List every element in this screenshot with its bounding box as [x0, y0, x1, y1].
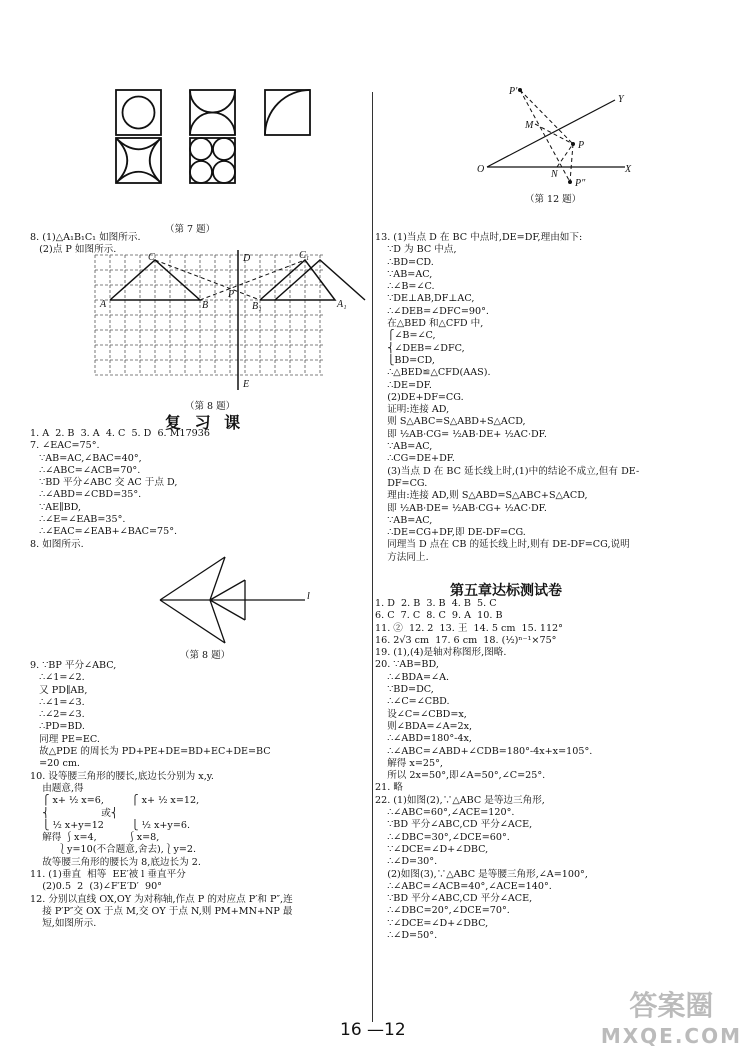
- label-m: M: [525, 120, 534, 131]
- text-line: ⎩ ½ x+y=12 ⎩ ½ x+y=6.: [30, 819, 191, 831]
- text-line: ∴∠D=30°.: [375, 856, 438, 868]
- text-line: ∴∠ABC=60°,∠ACE=120°.: [375, 807, 515, 819]
- text-line: (3)当点 D 在 BC 延长线上时,(1)中的结论不成立,但有 DE-: [375, 465, 640, 477]
- text-line: 则∠BDA=∠A=2x,: [375, 720, 473, 732]
- text-line: ∴∠C=∠CBD.: [375, 696, 450, 708]
- figure-8b-caption: （第 8 题）: [180, 650, 231, 661]
- text-line: 1. D 2. B 3. B 4. B 5. C: [375, 598, 497, 609]
- text-line: ∴∠ABD=∠CBD=35°.: [30, 489, 142, 501]
- text-line: 9. ∵BP 平分∠ABC,: [30, 660, 117, 671]
- text-line: ∴PD=BD.: [30, 721, 85, 733]
- text-line: ∴BD=CD.: [375, 256, 434, 268]
- text-line: ∴∠1=∠3.: [30, 696, 85, 708]
- text-line: 11. (1)垂直 相等 EE′被 l 垂直平分: [30, 869, 186, 881]
- text-line: (2)如图(3),∵△ABC 是等腰三角形,∠A=100°,: [375, 868, 588, 880]
- q13-text: [375, 232, 725, 564]
- text-line: 在△BED 和△CFD 中,: [375, 318, 484, 330]
- text-line: ∵∠DCE=∠D+∠DBC,: [375, 917, 489, 929]
- text-line: 1. A 2. B 3. A 4. C 5. D 6. M17936: [30, 428, 210, 439]
- text-line: ⎨ 或⎨: [30, 807, 119, 819]
- test-answers: [375, 598, 725, 942]
- text-line: ∴∠E=∠EAB=35°.: [30, 514, 126, 526]
- text-line: 证明:连接 AD,: [375, 404, 450, 416]
- text-line: ∴CG=DE+DF.: [375, 453, 455, 465]
- right-column: [375, 0, 725, 1057]
- label-c1: C₁: [299, 250, 310, 261]
- text-line: 接 P′P″交 OX 于点 M,交 OY 于点 N,则 PM+MN+NP 最: [30, 905, 293, 917]
- text-line: 设∠C=∠CBD=x,: [375, 708, 467, 720]
- label-y: Y: [618, 94, 624, 105]
- watermark-logo: [601, 991, 742, 1051]
- text-line: ∵AB=AC,: [375, 268, 433, 280]
- label-a1: A₁: [337, 299, 347, 310]
- text-line: ∵∠DCE=∠D+∠DBC,: [375, 843, 489, 855]
- text-line: 16. 2√3 cm 17. 6 cm 18. (½)ⁿ⁻¹×75°: [375, 634, 557, 646]
- text-line: 方法同上.: [375, 551, 429, 563]
- text-line: (2)0.5 2 (3)∠F′E′D′ 90°: [30, 881, 162, 893]
- text-line: (2)DE+DF=CG.: [375, 391, 464, 403]
- text-line: ∴∠D=50°.: [375, 930, 438, 942]
- figure-7-caption: （第 7 题）: [165, 224, 216, 235]
- review-answers: [30, 428, 370, 551]
- text-line: ∵BD=DC,: [375, 684, 434, 696]
- q9-q12-text: [30, 660, 370, 931]
- text-line: 8. (1)△A₁B₁C₁ 如图所示.: [30, 232, 141, 243]
- label-p: P: [228, 289, 235, 300]
- text-line: 即 ½AB·DE= ½AB·CG+ ½AC·DF.: [375, 502, 547, 514]
- column-divider: [372, 92, 373, 1022]
- text-line: ∴∠ABD=180°-4x,: [375, 733, 472, 745]
- text-line: ∵D 为 BC 中点,: [375, 244, 457, 256]
- text-line: 即 ½AB·CG= ½AB·DE+ ½AC·DF.: [375, 428, 547, 440]
- text-line: 解得 x=25°,: [375, 757, 443, 769]
- text-line: ∴∠ABC=∠ACB=70°.: [30, 464, 141, 476]
- text-line: ∴△BED≌△CFD(AAS).: [375, 367, 491, 379]
- label-p-double-prime: P″: [575, 178, 586, 189]
- text-line: 故△PDE 的周长为 PD+PE+DE=BD+EC+DE=BC: [30, 746, 271, 758]
- text-line: ∴∠ABC=∠ABD+∠CDB=180°-4x+x=105°.: [375, 745, 593, 757]
- text-line: ∵AB=AC,∠BAC=40°,: [30, 452, 142, 464]
- watermark-bottom: MXQE.COM: [600, 1024, 742, 1048]
- text-line: ⎧ x+ ½ x=6, ⎧ x+ ½ x=12,: [30, 795, 200, 807]
- text-line: 21. 略: [375, 782, 403, 794]
- figure-8-arrow: [155, 555, 315, 645]
- label-b: B: [202, 300, 209, 311]
- test-heading: 第五章达标测试卷: [450, 583, 562, 599]
- figure-12: [475, 82, 635, 192]
- text-line: 同理 PE=EC.: [30, 733, 100, 745]
- text-line: 解得 ⎰x=4, ⎰x=8,: [30, 832, 160, 844]
- text-line: ∴∠BDA=∠A.: [375, 671, 450, 683]
- text-line: ⎩BD=CD,: [375, 354, 435, 366]
- text-line: ∵AE∥BD,: [30, 501, 82, 513]
- label-p-prime: P′: [509, 86, 518, 97]
- figure-8-grid: [90, 250, 347, 415]
- text-line: 所以 2x=50°,即∠A=50°,∠C=25°.: [375, 770, 546, 782]
- label-a: A: [100, 299, 107, 310]
- text-line: 由题意,得: [30, 782, 84, 794]
- label-c: C: [148, 252, 155, 263]
- text-line: (2)点 P 如图所示.: [30, 244, 117, 256]
- label-p: P: [578, 140, 585, 151]
- text-line: 故等腰三角形的腰长为 8,底边长为 2.: [30, 856, 201, 868]
- q8-text: [30, 232, 370, 257]
- text-line: 12. 分别以直线 OX,OY 为对称轴,作点 P 的对应点 P′和 P″,连: [30, 893, 293, 905]
- text-line: =20 cm.: [30, 758, 80, 770]
- figure-12-caption: （第 12 题）: [525, 194, 582, 205]
- text-line: ∴∠DBC=30°,∠DCE=60°.: [375, 831, 510, 843]
- text-line: 20. ∵AB=BD,: [375, 659, 439, 671]
- text-line: 10. 设等腰三角形的腰长,底边长分别为 x,y.: [30, 770, 214, 782]
- text-line: ∵BD 平分∠ABC 交 AC 于点 D,: [30, 477, 178, 489]
- review-heading: 复 习 课: [165, 413, 245, 432]
- text-line: 短,如图所示.: [30, 918, 97, 930]
- label-d: D: [243, 253, 251, 264]
- text-line: ∵AB=AC,: [375, 514, 433, 526]
- text-line: 8. 如图所示.: [30, 538, 84, 550]
- text-line: ∵BD 平分∠ABC,CD 平分∠ACE,: [375, 819, 533, 831]
- text-line: ⎨∠DEB=∠DFC,: [375, 342, 465, 354]
- text-line: 13. (1)当点 D 在 BC 中点时,DE=DF,理由如下:: [375, 232, 583, 243]
- left-column: [30, 0, 370, 1057]
- text-line: 22. (1)如图(2),∵△ABC 是等边三角形,: [375, 794, 545, 806]
- label-x: X: [625, 164, 632, 175]
- text-line: ∴∠DBC=20°,∠DCE=70°.: [375, 905, 510, 917]
- label-e: E: [243, 379, 250, 390]
- text-line: ∵AB=AC,: [375, 441, 433, 453]
- label-b1: B₁: [252, 301, 262, 312]
- text-line: ∴DE=CG+DF,即 DE-DF=CG.: [375, 527, 526, 539]
- text-line: 11. ② 12. 2 13. 王 14. 5 cm 15. 112°: [375, 622, 563, 634]
- text-line: ∴DE=DF.: [375, 379, 432, 391]
- text-line: ⎱y=10(不合题意,舍去),⎱y=2.: [30, 844, 197, 856]
- text-line: ⎧∠B=∠C,: [375, 330, 436, 342]
- text-line: ∴∠B=∠C.: [375, 281, 435, 293]
- text-line: ∴∠ABC=∠ACB=40°,∠ACE=140°.: [375, 880, 552, 892]
- text-line: 理由:连接 AD,则 S△ABD=S△ABC+S△ACD,: [375, 490, 588, 502]
- text-line: 又 PD∥AB,: [30, 684, 88, 696]
- text-line: 同理当 D 点在 CB 的延长线上时,则有 DE-DF=CG,说明: [375, 539, 630, 551]
- text-line: ∵BD 平分∠ABC,CD 平分∠ACE,: [375, 893, 533, 905]
- text-line: ∴∠EAC=∠EAB+∠BAC=75°.: [30, 526, 178, 538]
- figure-8-caption: （第 8 题）: [185, 401, 236, 412]
- label-n: N: [551, 169, 558, 180]
- watermark-top: 答案圈: [629, 989, 714, 1022]
- text-line: 则 S△ABC=S△ABD+S△ACD,: [375, 416, 526, 428]
- text-line: 19. (1),(4)是轴对称图形,图略.: [375, 647, 507, 659]
- text-line: ∵DE⊥AB,DF⊥AC,: [375, 293, 475, 305]
- text-line: ∴∠1=∠2.: [30, 672, 85, 684]
- text-line: 7. ∠EAC=75°.: [30, 440, 100, 452]
- label-o: O: [477, 164, 485, 175]
- text-line: 6. C 7. C 8. C 9. A 10. B: [375, 610, 503, 622]
- text-line: DF=CG.: [375, 477, 428, 489]
- page-number: 16 —12: [340, 1020, 406, 1040]
- label-l: l: [307, 591, 310, 602]
- figure-7: [110, 85, 360, 215]
- text-line: ∴∠2=∠3.: [30, 709, 85, 721]
- text-line: ∴∠DEB=∠DFC=90°.: [375, 305, 489, 317]
